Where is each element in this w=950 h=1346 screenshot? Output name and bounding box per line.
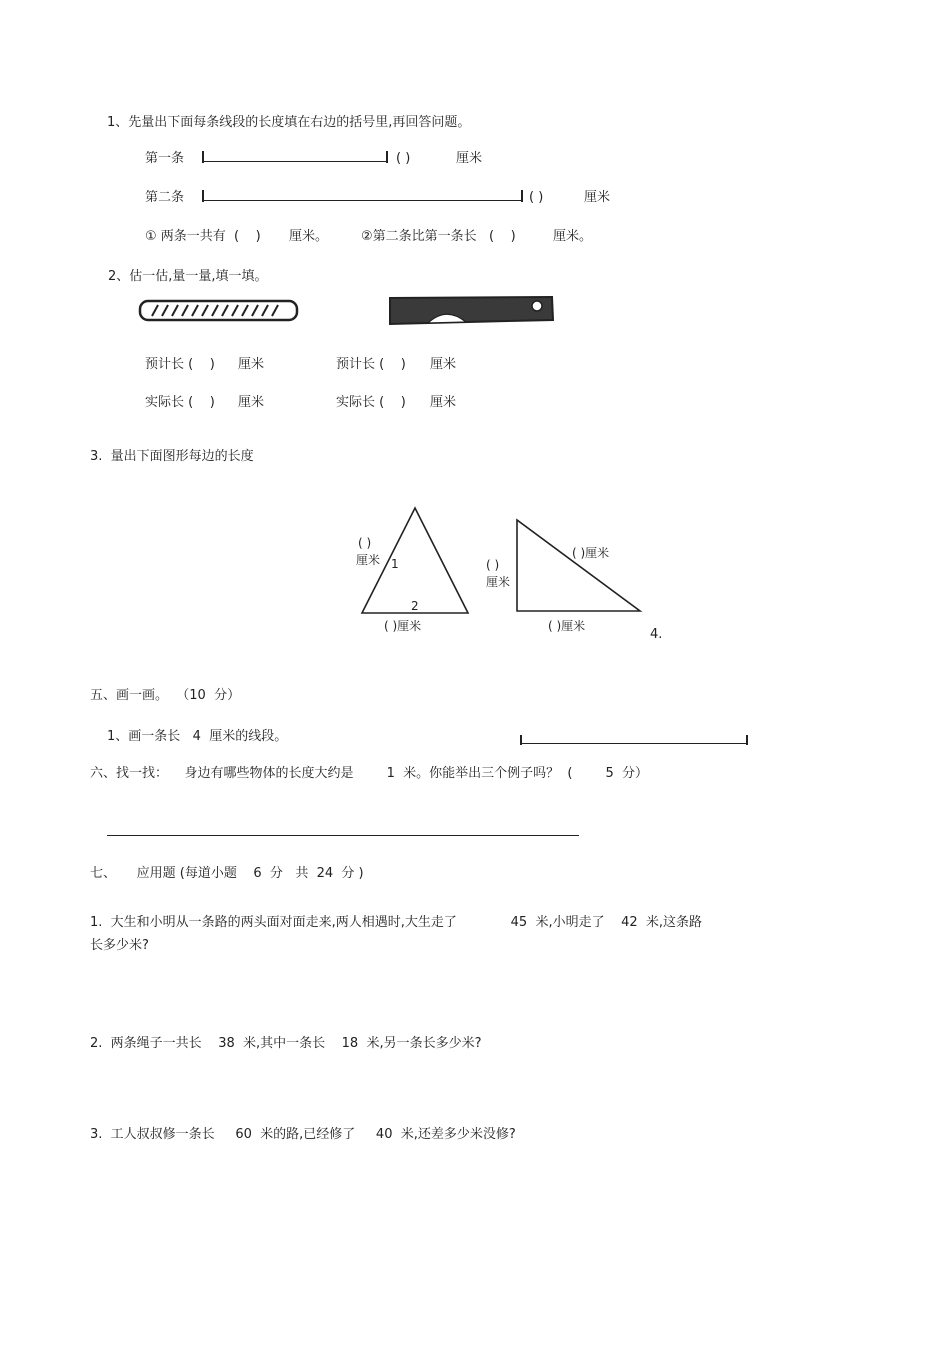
line1-unit: 厘米 [456,151,483,166]
q2-title: 2、估一估,量一量,填一填。 [108,269,268,284]
s5-item: 1、画一条长 4 厘米的线段。 [107,729,288,744]
striped-stick-icon [138,298,300,324]
s7-problem1-line1: 1. 大生和小明从一条路的两头面对面走来,两人相遇时,大生走了 45 米,小明走了 42 米,这条路 [90,915,703,930]
s7-problem1-line2: 长多少米? [90,938,149,953]
s6-answer-line[interactable] [107,835,579,836]
knife-actual-unit: 厘米 [430,395,457,410]
tri1-left-paren: ( ) [358,536,372,550]
q1-title: 1、先量出下面每条线段的长度填在右边的括号里,再回答问题。 [107,115,471,130]
s7-problem2: 2. 两条绳子一共长 38 米,其中一条长 18 米,另一条长多少米? [90,1036,482,1051]
q1-sub1-b: 厘米。 [289,229,329,244]
s7-title: 七、 应用题 (每道小题 6 分 共 24 分 ) [90,866,364,881]
tri2-left-paren: ( ) [486,558,500,572]
s7-problem3: 3. 工人叔叔修一条长 60 米的路,已经修了 40 米,还差多少米没修? [90,1127,516,1142]
tri1-left-unit: 厘米 [356,553,381,567]
tri2-bottom-label: ( )厘米 [548,619,586,633]
right-triangle-figure [484,510,649,640]
isosceles-triangle-figure [340,500,480,640]
knife-actual-label[interactable]: 实际长 ( ) [336,395,406,410]
tri1-label-2: 2 [411,599,419,613]
knife-icon [388,294,556,328]
knife-estimate-unit: 厘米 [430,357,457,372]
next-question-number: 4. [650,627,663,642]
tri1-bottom-label: ( )厘米 [384,619,422,633]
line1-paren[interactable]: ( ) [396,151,411,166]
tri2-hyp-label: ( )厘米 [572,546,610,560]
tri1-label-1: 1 [391,557,399,571]
line1-label: 第一条 [145,151,185,166]
s5-title: 五、画一画。 （10 分） [90,688,241,703]
knife-estimate-label[interactable]: 预计长 ( ) [336,357,406,372]
s6-title: 六、找一找： 身边有哪些物体的长度大约是 1 米。你能举出三个例子吗？ ( 5 分） [90,766,649,781]
line2-label: 第二条 [145,190,185,205]
q3-title: 3. 量出下面图形每边的长度 [90,449,254,464]
stick-actual-label[interactable]: 实际长 ( ) [145,395,215,410]
q1-sub2-b: 厘米。 [553,229,593,244]
stick-estimate-label[interactable]: 预计长 ( ) [145,357,215,372]
line2-unit: 厘米 [584,190,611,205]
q1-sub1-a[interactable]: ① 两条一共有 ( ) [145,229,261,244]
q1-sub2-a[interactable]: ②第二条比第一条长 ( ) [361,229,516,244]
tri2-left-unit: 厘米 [486,575,511,589]
stick-actual-unit: 厘米 [238,395,265,410]
line2-paren[interactable]: ( ) [529,190,544,205]
stick-estimate-unit: 厘米 [238,357,265,372]
